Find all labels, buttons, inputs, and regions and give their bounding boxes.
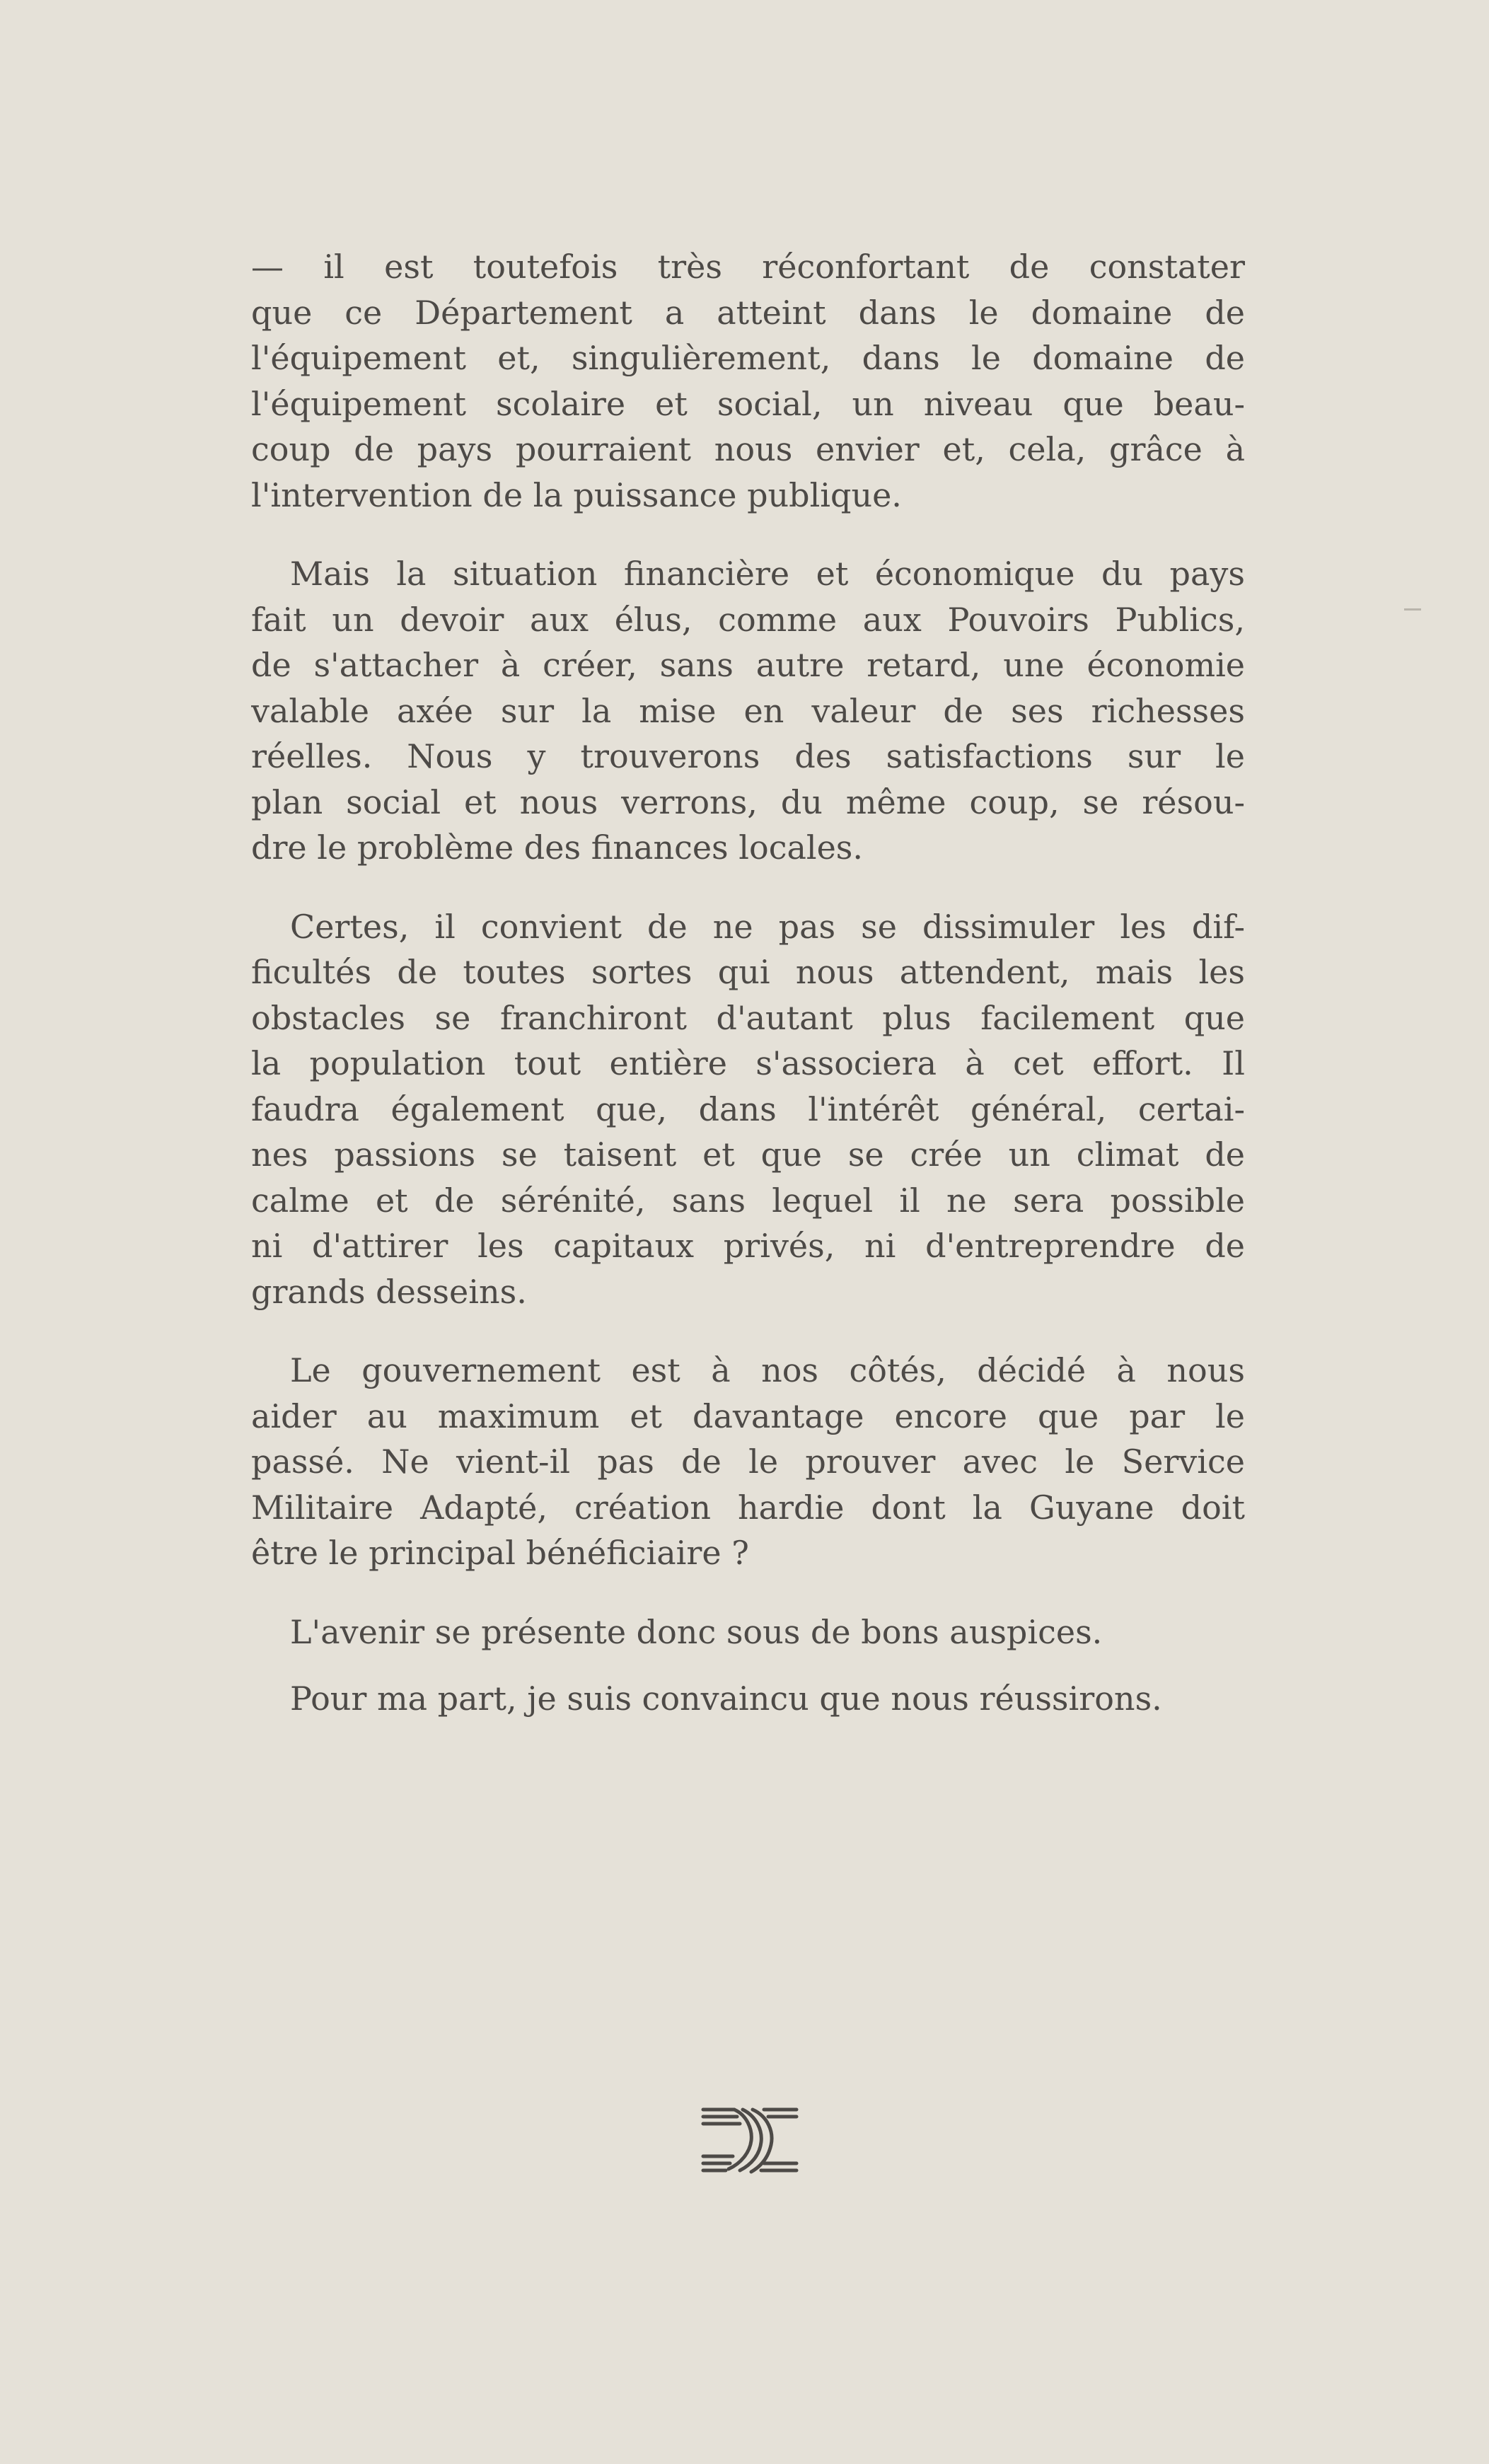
text-line: dre le problème des finances locales.: [251, 828, 864, 867]
text-line: — il est toutefois très réconfortant de constater: [251, 248, 1245, 286]
text-line: que ce Département a atteint dans le domaine de: [251, 293, 1245, 332]
document-body: [251, 244, 1245, 1743]
text-line: faudra également que, dans l'intérêt général, certai-: [251, 1089, 1245, 1128]
text-line: obstacles se franchiront d'autant plus facilement que: [251, 998, 1245, 1037]
text-line: la population tout entière s'associera à cet effort. Il: [251, 1044, 1245, 1082]
text-line: réelles. Nous y trouverons des satisfactions sur le: [251, 737, 1245, 775]
paragraph-4: [251, 1348, 1245, 1576]
text-line: l'intervention de la puissance publique.: [251, 475, 902, 514]
text-line: calme et de sérénité, sans lequel il ne sera possible: [251, 1181, 1245, 1220]
text-line: passé. Ne vient-il pas de le prouver avec le Service: [251, 1442, 1245, 1481]
text-line: L'avenir se présente donc sous de bons auspices.: [290, 1612, 1103, 1651]
text-line: grands desseins.: [251, 1272, 527, 1311]
text-line: Le gouvernement est à nos côtés, décidé à nous: [290, 1351, 1245, 1389]
text-line: Militaire Adapté, création hardie dont la Guyane doit: [251, 1488, 1245, 1527]
text-line: l'équipement scolaire et social, un niveau que beau-: [251, 384, 1245, 423]
text-line: l'équipement et, singulièrement, dans le domaine de: [251, 339, 1245, 377]
text-line: être le principal bénéficiaire ?: [251, 1534, 749, 1572]
text-line: plan social et nous verrons, du même coup, se résou-: [251, 782, 1245, 821]
text-line: ni d'attirer les capitaux privés, ni d'entreprendre de: [251, 1227, 1245, 1265]
text-line: ficultés de toutes sortes qui nous attendent, mais les: [251, 953, 1245, 991]
text-line: coup de pays pourraient nous envier et, cela, grâce à: [251, 430, 1245, 468]
printer-mark-icon: [700, 2101, 799, 2179]
page-edge-mark: [1404, 608, 1421, 611]
text-line: fait un devoir aux élus, comme aux Pouvoirs Publics,: [251, 600, 1245, 639]
text-line: Certes, il convient de ne pas se dissimuler les dif-: [290, 907, 1245, 946]
text-line: valable axée sur la mise en valeur de ses richesses: [251, 691, 1245, 730]
paragraph-3: [251, 904, 1245, 1315]
text-line: de s'attacher à créer, sans autre retard, une économie: [251, 646, 1245, 684]
text-line: aider au maximum et davantage encore que par le: [251, 1396, 1245, 1435]
paragraph-2: [251, 551, 1245, 871]
text-line: Pour ma part, je suis convaincu que nous réussirons.: [290, 1679, 1162, 1718]
text-line: nes passions se taisent et que se crée un climat de: [251, 1135, 1245, 1174]
paragraph-6: [251, 1676, 1245, 1722]
paragraph-1: [251, 244, 1245, 518]
paragraph-5: [251, 1609, 1245, 1655]
text-line: Mais la situation financière et économique du pays: [290, 555, 1245, 593]
